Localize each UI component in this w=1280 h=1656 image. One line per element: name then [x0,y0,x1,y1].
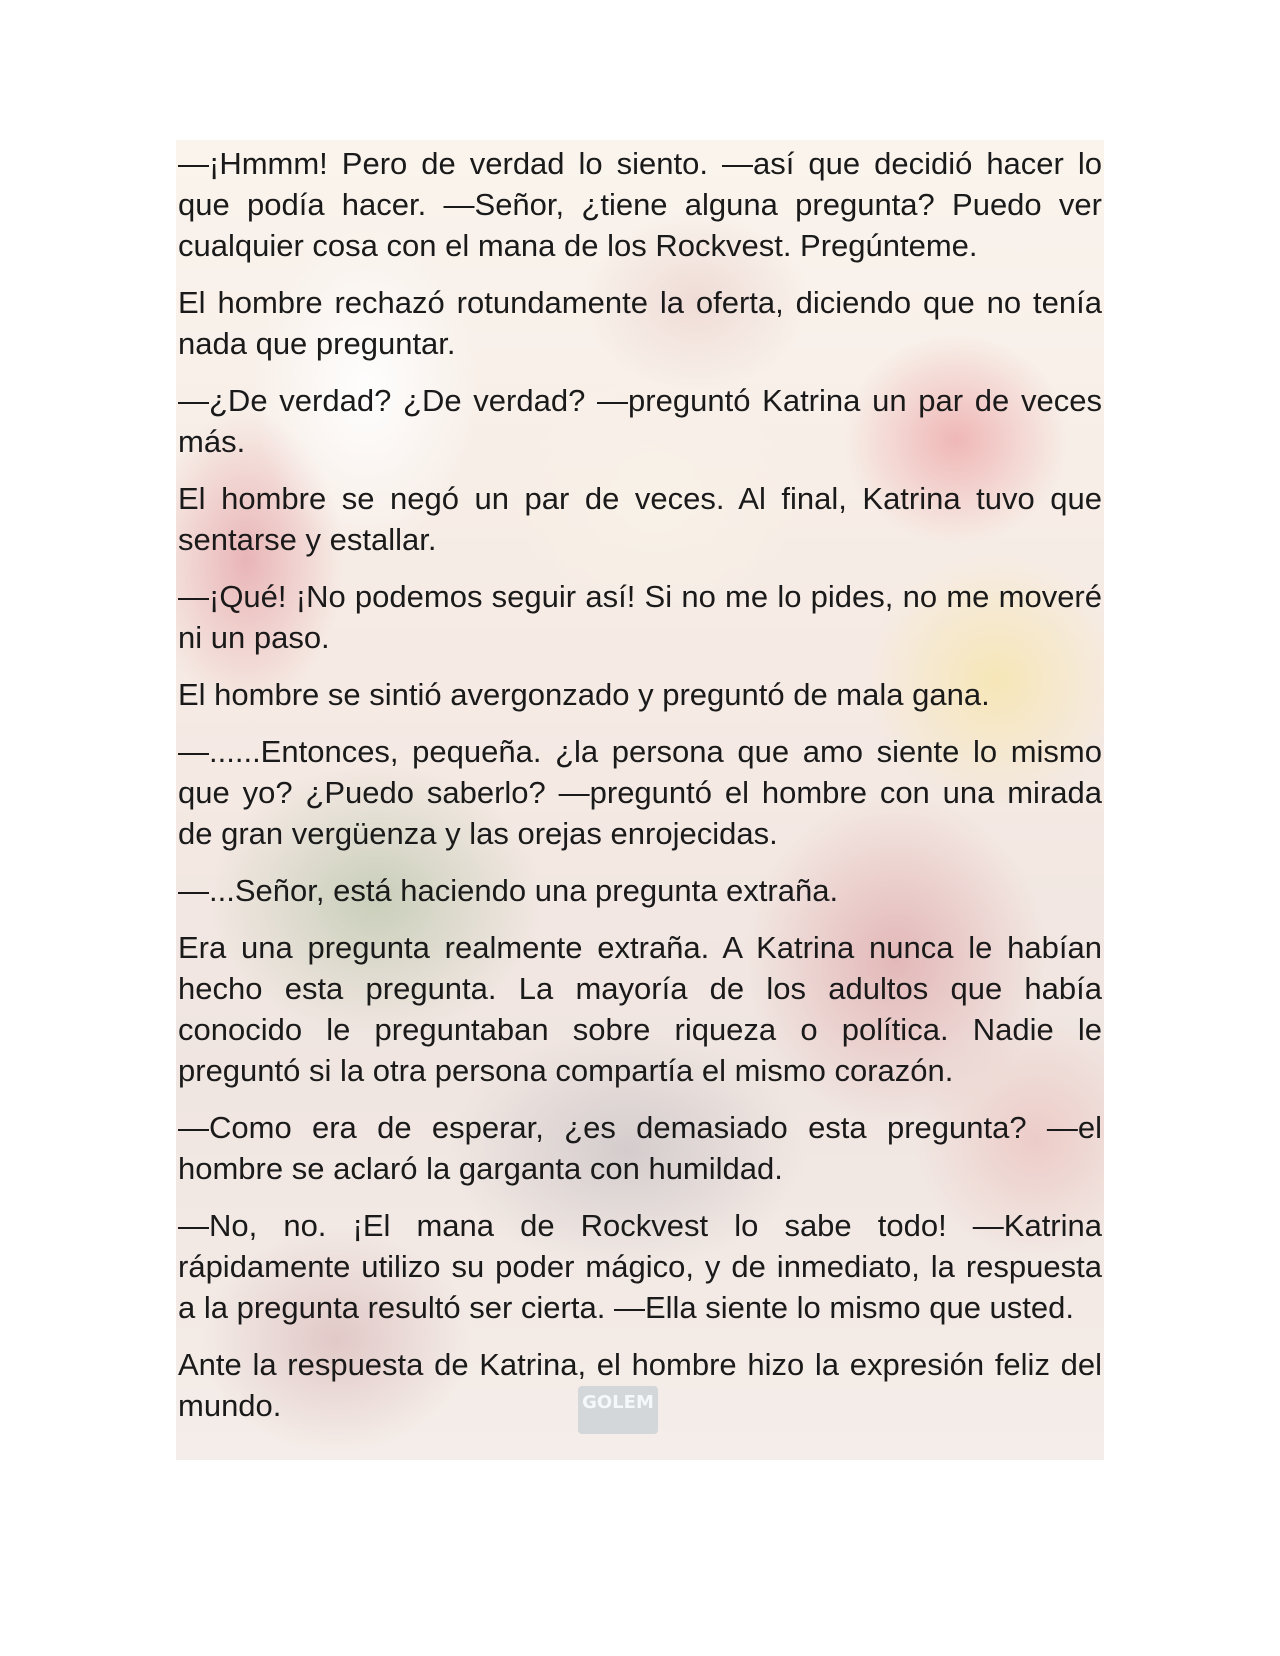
paragraph: —...Señor, está haciendo una pregunta extraña. [178,873,839,908]
paragraph: —¡Qué! ¡No podemos seguir así! Si no me lo pides, no me moveré ni un paso. [178,579,1102,655]
paragraph: Era una pregunta realmente extraña. A Katrina nunca le habían hecho esta pregunta. La mayoría de los adultos que había conocido le preguntaban sobre riqueza o política. Nadie le preguntó si la otra persona compartía el mismo corazón. [178,930,1102,1088]
paragraph: Ante la respuesta de Katrina, el hombre hizo la expresión feliz del mundo. [178,1347,1102,1423]
paragraph: —¡Hmmm! Pero de verdad lo siento. —así que decidió hacer lo que podía hacer. —Señor, ¿tiene alguna pregunta? Puedo ver cualquier cosa con el mana de los Rockvest. Pregúnteme. [178,146,1102,263]
paragraph: —Como era de esperar, ¿es demasiado esta pregunta? —el hombre se aclaró la garganta con humildad. [178,1110,1102,1186]
paragraph: El hombre se negó un par de veces. Al final, Katrina tuvo que sentarse y estallar. [178,481,1102,557]
paragraph: —No, no. ¡El mana de Rockvest lo sabe todo! —Katrina rápidamente utilizo su poder mágico, y de inmediato, la respuesta a la pregunta resultó ser cierta. —Ella siente lo mismo que usted. [178,1208,1102,1325]
watermark-badge: GOLEM [578,1386,658,1434]
paragraph: El hombre rechazó rotundamente la oferta, diciendo que no tenía nada que preguntar. [178,285,1102,361]
paragraph: —......Entonces, pequeña. ¿la persona que amo siente lo mismo que yo? ¿Puedo saberlo? —preguntó el hombre con una mirada de gran vergüenza y las orejas enrojecidas. [178,734,1102,851]
paragraph: El hombre se sintió avergonzado y preguntó de mala gana. [178,677,990,712]
body-text [178,143,1102,1442]
paragraph: —¿De verdad? ¿De verdad? —preguntó Katrina un par de veces más. [178,383,1102,459]
